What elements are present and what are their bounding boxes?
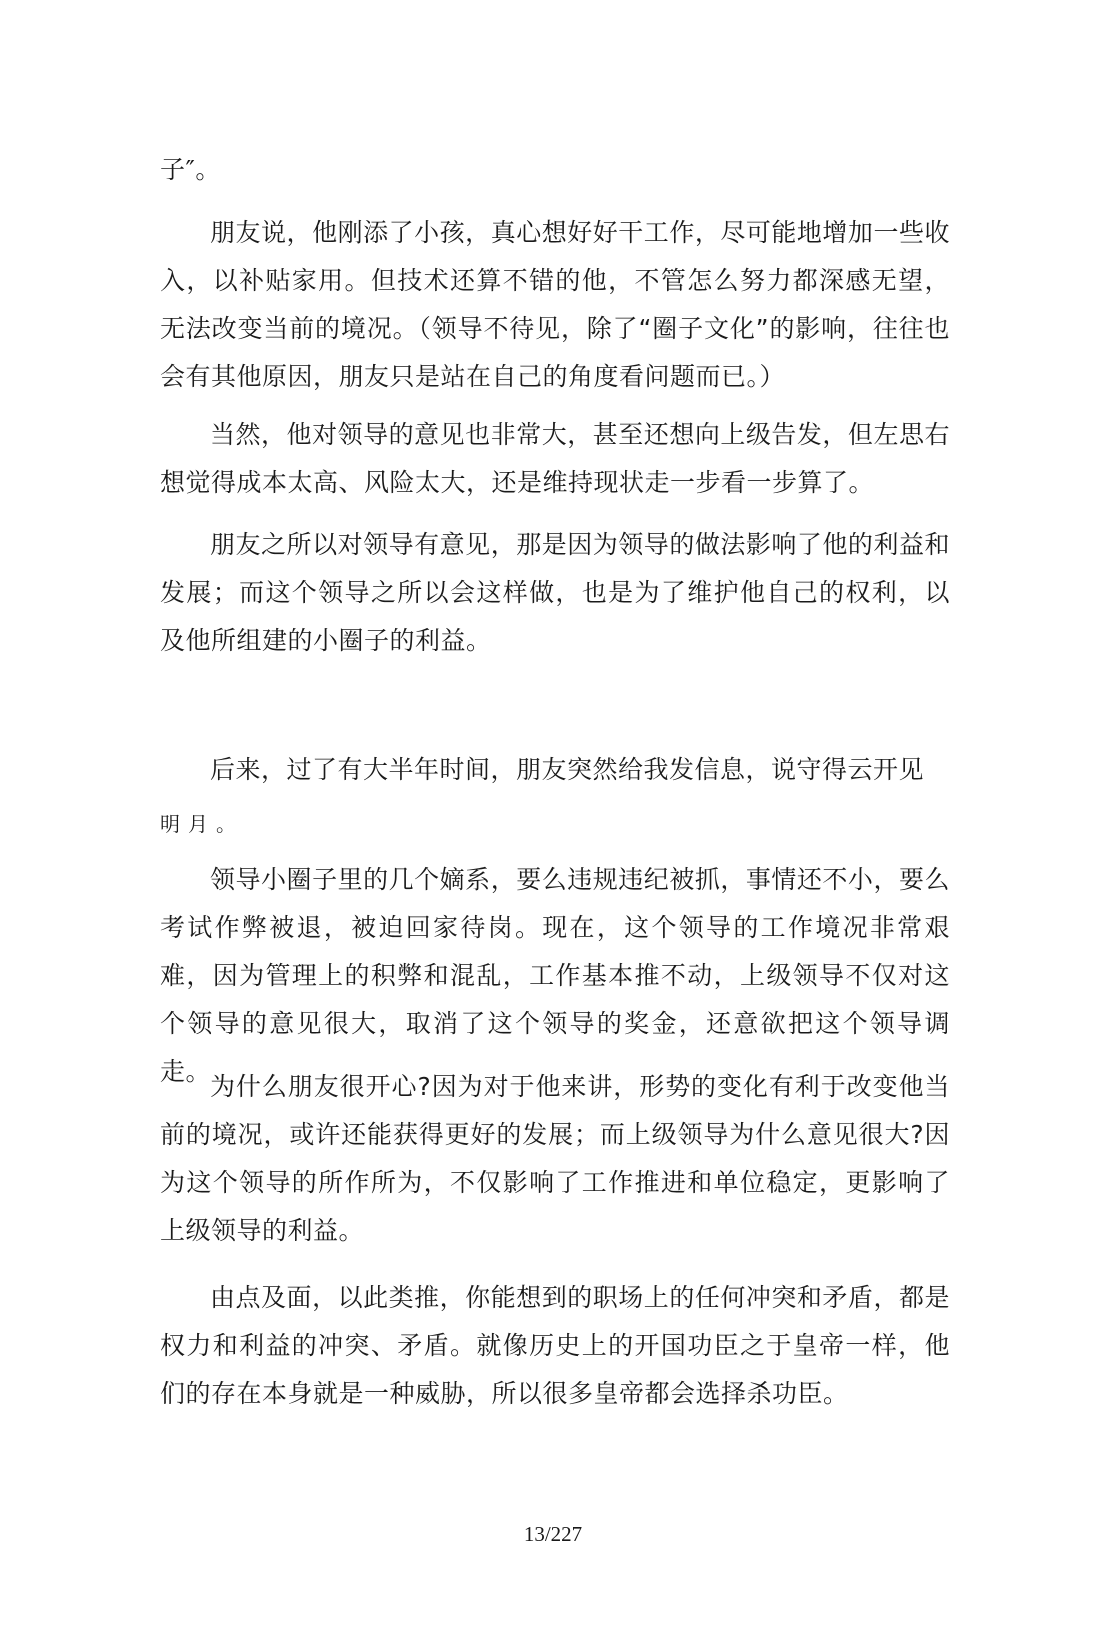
paragraph-text: 子″。 (160, 155, 221, 184)
paragraph (160, 1063, 950, 1255)
page-number: 13/227 (523, 1522, 583, 1546)
paragraph-text: 由点及面，以此类推，你能想到的职场上的任何冲突和矛盾，都是权力和利益的冲突、矛盾。就像历史上的开国功臣之于皇帝一样，他们的存在本身就是一种威胁，所以很多皇帝都会选择杀功臣。 (160, 1283, 950, 1408)
paragraph-text: 朋友说，他刚添了小孩，真心想好好干工作，尽可能地增加一些收入，以补贴家用。但技术还算不错的他，不管怎么努力都深感无望，无法改变当前的境况。（领导不待见，除了“圈子文化”的影响，往往也会有其他原因，朋友只是站在自己的角度看问题而已。） (160, 218, 950, 391)
paragraph-text: 明月。 (160, 812, 244, 836)
paragraph-text: 当然，他对领导的意见也非常大，甚至还想向上级告发，但左思右想觉得成本太高、风险太大，还是维持现状走一步看一步算了。 (160, 420, 950, 497)
paragraph-text: 领导小圈子里的几个嫡系，要么违规违纪被抓，事情还不小，要么考试作弊被退，被迫回家待岗。现在，这个领导的工作境况非常艰难，因为管理上的积弊和混乱，工作基本推不动，上级领导不仅对这个领导的意见很大，取消了这个领导的奖金，还意欲把这个领导调走。 (160, 865, 950, 1086)
paragraph-continuation (160, 146, 950, 194)
paragraph (160, 856, 950, 1096)
paragraph (160, 521, 950, 665)
paragraph (160, 746, 950, 794)
paragraph-text: 为什么朋友很开心?因为对于他来讲，形势的变化有利于改变他当前的境况，或许还能获得更好的发展；而上级领导为什么意见很大?因为这个领导的所作所为，不仅影响了工作推进和单位稳定，更影响了上级领导的利益。 (160, 1072, 950, 1245)
paragraph-line-continuation (160, 800, 950, 848)
paragraph (160, 411, 950, 507)
paragraph (160, 209, 950, 401)
paragraph-text: 后来，过了有大半年时间，朋友突然给我发信息，说守得云开见 (210, 755, 925, 784)
paragraph (160, 1274, 950, 1418)
paragraph-text: 朋友之所以对领导有意见，那是因为领导的做法影响了他的利益和发展；而这个领导之所以会这样做，也是为了维护他自己的权利，以及他所组建的小圈子的利益。 (160, 530, 950, 655)
